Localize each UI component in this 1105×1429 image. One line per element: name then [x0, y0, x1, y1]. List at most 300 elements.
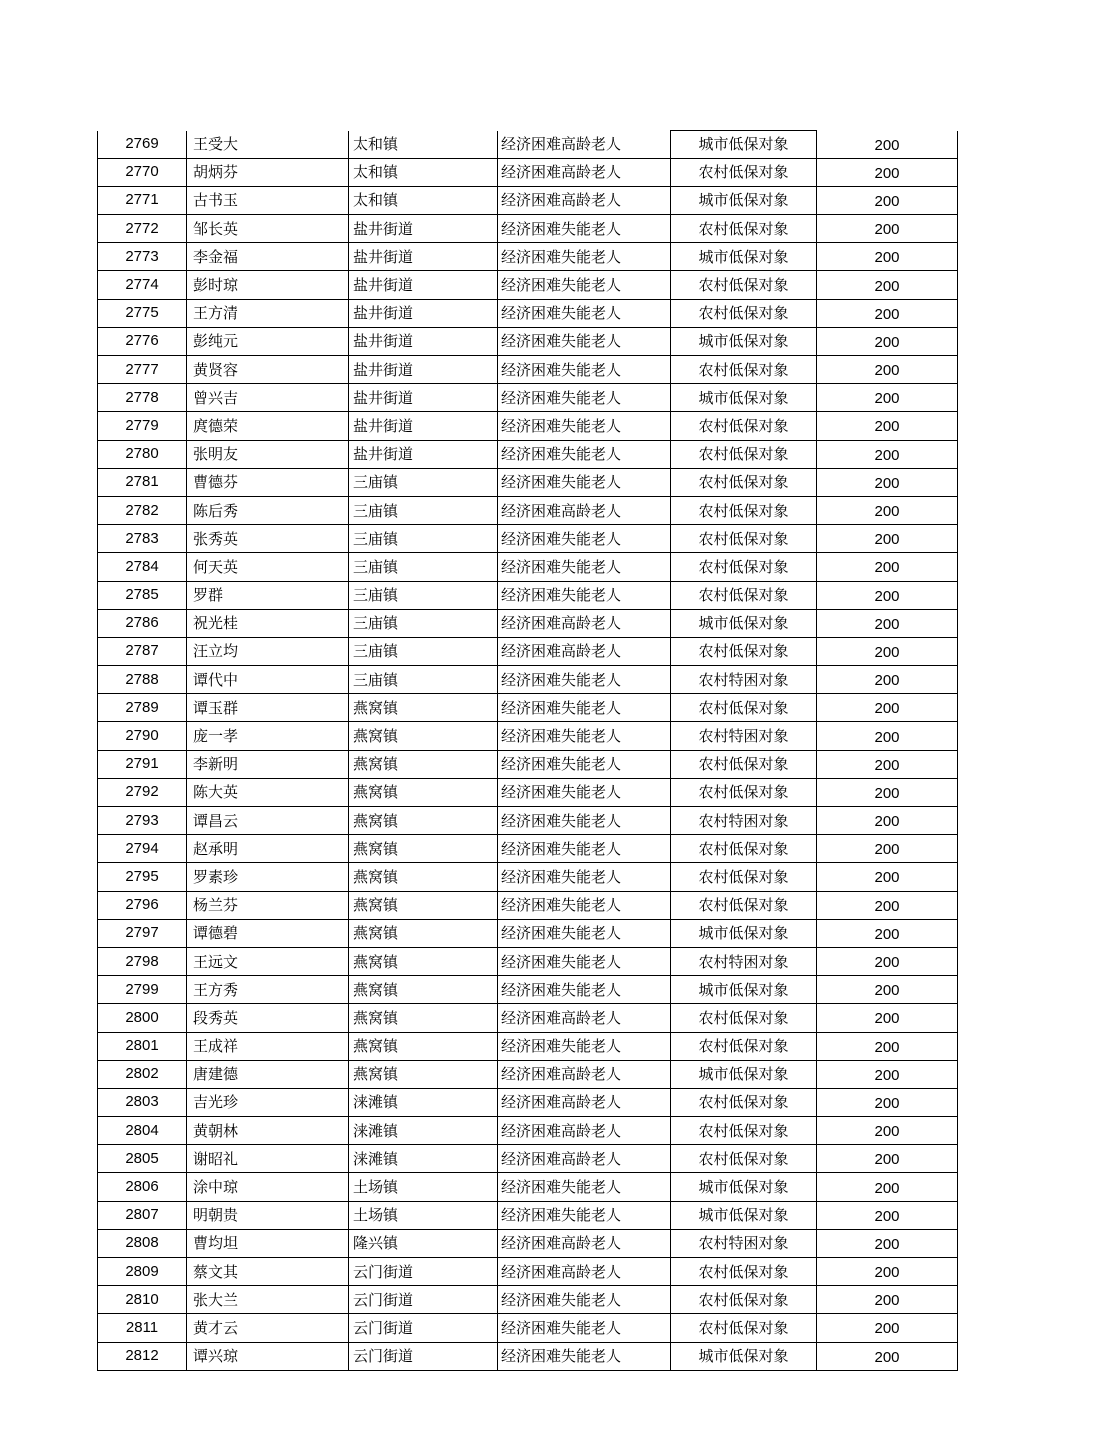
person-name-cell: 彭时琼 — [187, 271, 349, 299]
assistance-type-cell: 经济困难高龄老人 — [498, 1060, 671, 1088]
town-cell: 燕窝镇 — [349, 750, 498, 778]
amount-cell: 200 — [817, 158, 958, 186]
person-name-cell: 王成祥 — [187, 1032, 349, 1060]
person-name-cell: 明朝贵 — [187, 1201, 349, 1229]
row-number-cell: 2810 — [98, 1286, 187, 1314]
amount-cell: 200 — [817, 131, 958, 159]
row-number-cell: 2776 — [98, 327, 187, 355]
row-number-cell: 2809 — [98, 1258, 187, 1286]
amount-cell: 200 — [817, 1201, 958, 1229]
town-cell: 燕窝镇 — [349, 863, 498, 891]
person-name-cell: 陈大英 — [187, 778, 349, 806]
beneficiary-category-cell: 城市低保对象 — [671, 384, 817, 412]
amount-cell: 200 — [817, 215, 958, 243]
beneficiary-category-cell: 农村低保对象 — [671, 778, 817, 806]
town-cell: 云门街道 — [349, 1314, 498, 1342]
beneficiary-table — [97, 130, 958, 1371]
amount-cell: 200 — [817, 919, 958, 947]
row-number-cell: 2787 — [98, 637, 187, 665]
assistance-type-cell: 经济困难失能老人 — [498, 271, 671, 299]
beneficiary-category-cell: 农村低保对象 — [671, 1117, 817, 1145]
person-name-cell: 张秀英 — [187, 525, 349, 553]
beneficiary-category-cell: 农村特困对象 — [671, 947, 817, 975]
beneficiary-category-cell: 城市低保对象 — [671, 1173, 817, 1201]
person-name-cell: 曹均坦 — [187, 1229, 349, 1257]
amount-cell: 200 — [817, 1145, 958, 1173]
town-cell: 三庙镇 — [349, 609, 498, 637]
assistance-type-cell: 经济困难失能老人 — [498, 384, 671, 412]
table-row — [98, 384, 958, 412]
table-row — [98, 637, 958, 665]
person-name-cell: 张大兰 — [187, 1286, 349, 1314]
beneficiary-category-cell: 城市低保对象 — [671, 327, 817, 355]
assistance-type-cell: 经济困难高龄老人 — [498, 1229, 671, 1257]
beneficiary-category-cell: 城市低保对象 — [671, 919, 817, 947]
person-name-cell: 唐建德 — [187, 1060, 349, 1088]
assistance-type-cell: 经济困难失能老人 — [498, 356, 671, 384]
town-cell: 涞滩镇 — [349, 1117, 498, 1145]
town-cell: 土场镇 — [349, 1201, 498, 1229]
person-name-cell: 涂中琼 — [187, 1173, 349, 1201]
table-row — [98, 807, 958, 835]
amount-cell: 200 — [817, 1286, 958, 1314]
row-number-cell: 2799 — [98, 976, 187, 1004]
assistance-type-cell: 经济困难高龄老人 — [498, 158, 671, 186]
table-row — [98, 1314, 958, 1342]
beneficiary-category-cell: 农村低保对象 — [671, 299, 817, 327]
row-number-cell: 2789 — [98, 694, 187, 722]
beneficiary-category-cell: 农村低保对象 — [671, 891, 817, 919]
person-name-cell: 谢昭礼 — [187, 1145, 349, 1173]
beneficiary-category-cell: 城市低保对象 — [671, 1342, 817, 1370]
beneficiary-category-cell: 农村特困对象 — [671, 807, 817, 835]
row-number-cell: 2777 — [98, 356, 187, 384]
beneficiary-category-cell: 农村低保对象 — [671, 412, 817, 440]
table-row — [98, 215, 958, 243]
table-row — [98, 243, 958, 271]
assistance-type-cell: 经济困难失能老人 — [498, 1314, 671, 1342]
beneficiary-category-cell: 农村低保对象 — [671, 525, 817, 553]
table-row — [98, 186, 958, 214]
row-number-cell: 2785 — [98, 581, 187, 609]
town-cell: 三庙镇 — [349, 496, 498, 524]
amount-cell: 200 — [817, 553, 958, 581]
person-name-cell: 王远文 — [187, 947, 349, 975]
person-name-cell: 谭玉群 — [187, 694, 349, 722]
amount-cell: 200 — [817, 271, 958, 299]
row-number-cell: 2797 — [98, 919, 187, 947]
assistance-type-cell: 经济困难失能老人 — [498, 863, 671, 891]
person-name-cell: 李金福 — [187, 243, 349, 271]
town-cell: 三庙镇 — [349, 581, 498, 609]
amount-cell: 200 — [817, 412, 958, 440]
amount-cell: 200 — [817, 666, 958, 694]
town-cell: 盐井街道 — [349, 412, 498, 440]
assistance-type-cell: 经济困难高龄老人 — [498, 131, 671, 159]
beneficiary-category-cell: 农村低保对象 — [671, 1032, 817, 1060]
assistance-type-cell: 经济困难失能老人 — [498, 1342, 671, 1370]
town-cell: 燕窝镇 — [349, 807, 498, 835]
amount-cell: 200 — [817, 722, 958, 750]
table-row — [98, 553, 958, 581]
amount-cell: 200 — [817, 835, 958, 863]
table-row — [98, 412, 958, 440]
person-name-cell: 杨兰芬 — [187, 891, 349, 919]
table-row — [98, 496, 958, 524]
table-row — [98, 1004, 958, 1032]
town-cell: 燕窝镇 — [349, 1060, 498, 1088]
table-row — [98, 722, 958, 750]
person-name-cell: 张明友 — [187, 440, 349, 468]
person-name-cell: 罗素珍 — [187, 863, 349, 891]
table-row — [98, 271, 958, 299]
beneficiary-category-cell: 农村低保对象 — [671, 835, 817, 863]
assistance-type-cell: 经济困难失能老人 — [498, 1032, 671, 1060]
amount-cell: 200 — [817, 891, 958, 919]
person-name-cell: 赵承明 — [187, 835, 349, 863]
table-row — [98, 1145, 958, 1173]
person-name-cell: 彭纯元 — [187, 327, 349, 355]
beneficiary-category-cell: 农村低保对象 — [671, 356, 817, 384]
row-number-cell: 2804 — [98, 1117, 187, 1145]
table-row — [98, 327, 958, 355]
row-number-cell: 2792 — [98, 778, 187, 806]
row-number-cell: 2778 — [98, 384, 187, 412]
assistance-type-cell: 经济困难高龄老人 — [498, 609, 671, 637]
assistance-type-cell: 经济困难失能老人 — [498, 299, 671, 327]
assistance-type-cell: 经济困难失能老人 — [498, 835, 671, 863]
town-cell: 燕窝镇 — [349, 891, 498, 919]
beneficiary-category-cell: 农村低保对象 — [671, 1286, 817, 1314]
amount-cell: 200 — [817, 1060, 958, 1088]
assistance-type-cell: 经济困难高龄老人 — [498, 1088, 671, 1116]
row-number-cell: 2807 — [98, 1201, 187, 1229]
amount-cell: 200 — [817, 581, 958, 609]
person-name-cell: 曹德芬 — [187, 468, 349, 496]
beneficiary-category-cell: 农村低保对象 — [671, 637, 817, 665]
beneficiary-category-cell: 城市低保对象 — [671, 1060, 817, 1088]
table-row — [98, 1060, 958, 1088]
town-cell: 土场镇 — [349, 1173, 498, 1201]
table-row — [98, 1088, 958, 1116]
amount-cell: 200 — [817, 750, 958, 778]
table-row — [98, 1173, 958, 1201]
town-cell: 三庙镇 — [349, 553, 498, 581]
beneficiary-category-cell: 农村低保对象 — [671, 750, 817, 778]
table-row — [98, 609, 958, 637]
assistance-type-cell: 经济困难失能老人 — [498, 891, 671, 919]
amount-cell: 200 — [817, 1173, 958, 1201]
table-row — [98, 750, 958, 778]
amount-cell: 200 — [817, 1258, 958, 1286]
person-name-cell: 胡炳芬 — [187, 158, 349, 186]
amount-cell: 200 — [817, 384, 958, 412]
town-cell: 涞滩镇 — [349, 1088, 498, 1116]
amount-cell: 200 — [817, 186, 958, 214]
amount-cell: 200 — [817, 496, 958, 524]
town-cell: 盐井街道 — [349, 327, 498, 355]
town-cell: 盐井街道 — [349, 384, 498, 412]
town-cell: 太和镇 — [349, 131, 498, 159]
assistance-type-cell: 经济困难失能老人 — [498, 412, 671, 440]
beneficiary-category-cell: 农村低保对象 — [671, 581, 817, 609]
assistance-type-cell: 经济困难失能老人 — [498, 778, 671, 806]
town-cell: 三庙镇 — [349, 637, 498, 665]
assistance-type-cell: 经济困难高龄老人 — [498, 1117, 671, 1145]
amount-cell: 200 — [817, 863, 958, 891]
assistance-type-cell: 经济困难失能老人 — [498, 694, 671, 722]
town-cell: 燕窝镇 — [349, 1004, 498, 1032]
table-row — [98, 1258, 958, 1286]
beneficiary-category-cell: 城市低保对象 — [671, 1201, 817, 1229]
assistance-type-cell: 经济困难失能老人 — [498, 215, 671, 243]
beneficiary-category-cell: 农村特困对象 — [671, 666, 817, 694]
assistance-type-cell: 经济困难失能老人 — [498, 243, 671, 271]
amount-cell: 200 — [817, 1229, 958, 1257]
person-name-cell: 王受大 — [187, 131, 349, 159]
person-name-cell: 曾兴吉 — [187, 384, 349, 412]
table-row — [98, 1201, 958, 1229]
table-row — [98, 1286, 958, 1314]
table-row — [98, 891, 958, 919]
assistance-type-cell: 经济困难高龄老人 — [498, 186, 671, 214]
row-number-cell: 2770 — [98, 158, 187, 186]
assistance-type-cell: 经济困难失能老人 — [498, 976, 671, 1004]
assistance-type-cell: 经济困难高龄老人 — [498, 1004, 671, 1032]
amount-cell: 200 — [817, 1088, 958, 1116]
table-row — [98, 356, 958, 384]
town-cell: 燕窝镇 — [349, 694, 498, 722]
table-row — [98, 919, 958, 947]
row-number-cell: 2779 — [98, 412, 187, 440]
beneficiary-category-cell: 农村低保对象 — [671, 553, 817, 581]
assistance-type-cell: 经济困难失能老人 — [498, 440, 671, 468]
assistance-type-cell: 经济困难失能老人 — [498, 553, 671, 581]
amount-cell: 200 — [817, 807, 958, 835]
person-name-cell: 吉光珍 — [187, 1088, 349, 1116]
row-number-cell: 2803 — [98, 1088, 187, 1116]
beneficiary-category-cell: 城市低保对象 — [671, 186, 817, 214]
amount-cell: 200 — [817, 243, 958, 271]
table-body — [98, 131, 958, 1371]
person-name-cell: 罗群 — [187, 581, 349, 609]
amount-cell: 200 — [817, 299, 958, 327]
beneficiary-category-cell: 农村低保对象 — [671, 215, 817, 243]
row-number-cell: 2772 — [98, 215, 187, 243]
assistance-type-cell: 经济困难失能老人 — [498, 807, 671, 835]
row-number-cell: 2790 — [98, 722, 187, 750]
table-row — [98, 1229, 958, 1257]
person-name-cell: 古书玉 — [187, 186, 349, 214]
person-name-cell: 王方清 — [187, 299, 349, 327]
amount-cell: 200 — [817, 327, 958, 355]
row-number-cell: 2795 — [98, 863, 187, 891]
amount-cell: 200 — [817, 976, 958, 1004]
row-number-cell: 2802 — [98, 1060, 187, 1088]
table-row — [98, 863, 958, 891]
person-name-cell: 黄朝林 — [187, 1117, 349, 1145]
row-number-cell: 2800 — [98, 1004, 187, 1032]
beneficiary-category-cell: 农村低保对象 — [671, 1314, 817, 1342]
beneficiary-category-cell: 城市低保对象 — [671, 609, 817, 637]
beneficiary-category-cell: 农村低保对象 — [671, 440, 817, 468]
table-row — [98, 976, 958, 1004]
beneficiary-category-cell: 农村低保对象 — [671, 1088, 817, 1116]
row-number-cell: 2793 — [98, 807, 187, 835]
beneficiary-category-cell: 农村特困对象 — [671, 1229, 817, 1257]
town-cell: 盐井街道 — [349, 215, 498, 243]
town-cell: 燕窝镇 — [349, 778, 498, 806]
assistance-type-cell: 经济困难失能老人 — [498, 1201, 671, 1229]
row-number-cell: 2769 — [98, 131, 187, 159]
row-number-cell: 2784 — [98, 553, 187, 581]
town-cell: 隆兴镇 — [349, 1229, 498, 1257]
person-name-cell: 李新明 — [187, 750, 349, 778]
town-cell: 盐井街道 — [349, 271, 498, 299]
table-row — [98, 581, 958, 609]
amount-cell: 200 — [817, 609, 958, 637]
row-number-cell: 2805 — [98, 1145, 187, 1173]
person-name-cell: 汪立均 — [187, 637, 349, 665]
person-name-cell: 庹德荣 — [187, 412, 349, 440]
amount-cell: 200 — [817, 1032, 958, 1060]
row-number-cell: 2771 — [98, 186, 187, 214]
beneficiary-category-cell: 城市低保对象 — [671, 976, 817, 1004]
table-row — [98, 835, 958, 863]
person-name-cell: 蔡文其 — [187, 1258, 349, 1286]
town-cell: 盐井街道 — [349, 356, 498, 384]
row-number-cell: 2782 — [98, 496, 187, 524]
amount-cell: 200 — [817, 1314, 958, 1342]
table-row — [98, 131, 958, 159]
beneficiary-category-cell: 农村低保对象 — [671, 1258, 817, 1286]
amount-cell: 200 — [817, 1004, 958, 1032]
assistance-type-cell: 经济困难失能老人 — [498, 468, 671, 496]
town-cell: 燕窝镇 — [349, 919, 498, 947]
town-cell: 燕窝镇 — [349, 722, 498, 750]
beneficiary-category-cell: 农村低保对象 — [671, 158, 817, 186]
assistance-type-cell: 经济困难失能老人 — [498, 1173, 671, 1201]
table-row — [98, 468, 958, 496]
person-name-cell: 何天英 — [187, 553, 349, 581]
assistance-type-cell: 经济困难失能老人 — [498, 919, 671, 947]
row-number-cell: 2780 — [98, 440, 187, 468]
row-number-cell: 2806 — [98, 1173, 187, 1201]
table-row — [98, 947, 958, 975]
row-number-cell: 2775 — [98, 299, 187, 327]
amount-cell: 200 — [817, 525, 958, 553]
table-row — [98, 1117, 958, 1145]
town-cell: 三庙镇 — [349, 525, 498, 553]
beneficiary-category-cell: 农村低保对象 — [671, 863, 817, 891]
person-name-cell: 陈后秀 — [187, 496, 349, 524]
person-name-cell: 谭代中 — [187, 666, 349, 694]
assistance-type-cell: 经济困难失能老人 — [498, 581, 671, 609]
person-name-cell: 段秀英 — [187, 1004, 349, 1032]
beneficiary-category-cell: 城市低保对象 — [671, 243, 817, 271]
table-row — [98, 440, 958, 468]
row-number-cell: 2794 — [98, 835, 187, 863]
assistance-type-cell: 经济困难失能老人 — [498, 525, 671, 553]
town-cell: 盐井街道 — [349, 299, 498, 327]
row-number-cell: 2786 — [98, 609, 187, 637]
town-cell: 太和镇 — [349, 186, 498, 214]
row-number-cell: 2781 — [98, 468, 187, 496]
row-number-cell: 2791 — [98, 750, 187, 778]
table-row — [98, 525, 958, 553]
town-cell: 太和镇 — [349, 158, 498, 186]
town-cell: 盐井街道 — [349, 440, 498, 468]
assistance-type-cell: 经济困难高龄老人 — [498, 1258, 671, 1286]
town-cell: 云门街道 — [349, 1258, 498, 1286]
person-name-cell: 王方秀 — [187, 976, 349, 1004]
table-row — [98, 694, 958, 722]
person-name-cell: 黄才云 — [187, 1314, 349, 1342]
town-cell: 三庙镇 — [349, 666, 498, 694]
assistance-type-cell: 经济困难失能老人 — [498, 947, 671, 975]
person-name-cell: 谭昌云 — [187, 807, 349, 835]
row-number-cell: 2801 — [98, 1032, 187, 1060]
table-row — [98, 778, 958, 806]
person-name-cell: 谭兴琼 — [187, 1342, 349, 1370]
row-number-cell: 2773 — [98, 243, 187, 271]
beneficiary-category-cell: 农村低保对象 — [671, 271, 817, 299]
assistance-type-cell: 经济困难失能老人 — [498, 666, 671, 694]
assistance-type-cell: 经济困难高龄老人 — [498, 1145, 671, 1173]
town-cell: 燕窝镇 — [349, 976, 498, 1004]
town-cell: 云门街道 — [349, 1342, 498, 1370]
town-cell: 三庙镇 — [349, 468, 498, 496]
beneficiary-category-cell: 农村低保对象 — [671, 1145, 817, 1173]
amount-cell: 200 — [817, 637, 958, 665]
town-cell: 燕窝镇 — [349, 1032, 498, 1060]
town-cell: 涞滩镇 — [349, 1145, 498, 1173]
table-row — [98, 1032, 958, 1060]
amount-cell: 200 — [817, 778, 958, 806]
assistance-type-cell: 经济困难失能老人 — [498, 750, 671, 778]
assistance-type-cell: 经济困难失能老人 — [498, 1286, 671, 1314]
town-cell: 云门街道 — [349, 1286, 498, 1314]
table-row — [98, 666, 958, 694]
person-name-cell: 庞一孝 — [187, 722, 349, 750]
beneficiary-category-cell: 农村低保对象 — [671, 496, 817, 524]
person-name-cell: 邹长英 — [187, 215, 349, 243]
person-name-cell: 黄贤容 — [187, 356, 349, 384]
row-number-cell: 2774 — [98, 271, 187, 299]
table-row — [98, 1342, 958, 1370]
table-row — [98, 299, 958, 327]
assistance-type-cell: 经济困难失能老人 — [498, 327, 671, 355]
town-cell: 盐井街道 — [349, 243, 498, 271]
assistance-type-cell: 经济困难失能老人 — [498, 722, 671, 750]
amount-cell: 200 — [817, 356, 958, 384]
amount-cell: 200 — [817, 1117, 958, 1145]
amount-cell: 200 — [817, 947, 958, 975]
row-number-cell: 2798 — [98, 947, 187, 975]
row-number-cell: 2796 — [98, 891, 187, 919]
row-number-cell: 2811 — [98, 1314, 187, 1342]
amount-cell: 200 — [817, 694, 958, 722]
table-row — [98, 158, 958, 186]
town-cell: 燕窝镇 — [349, 835, 498, 863]
row-number-cell: 2783 — [98, 525, 187, 553]
amount-cell: 200 — [817, 1342, 958, 1370]
row-number-cell: 2808 — [98, 1229, 187, 1257]
assistance-type-cell: 经济困难高龄老人 — [498, 637, 671, 665]
beneficiary-category-cell: 农村低保对象 — [671, 694, 817, 722]
beneficiary-category-cell: 农村特困对象 — [671, 722, 817, 750]
amount-cell: 200 — [817, 468, 958, 496]
